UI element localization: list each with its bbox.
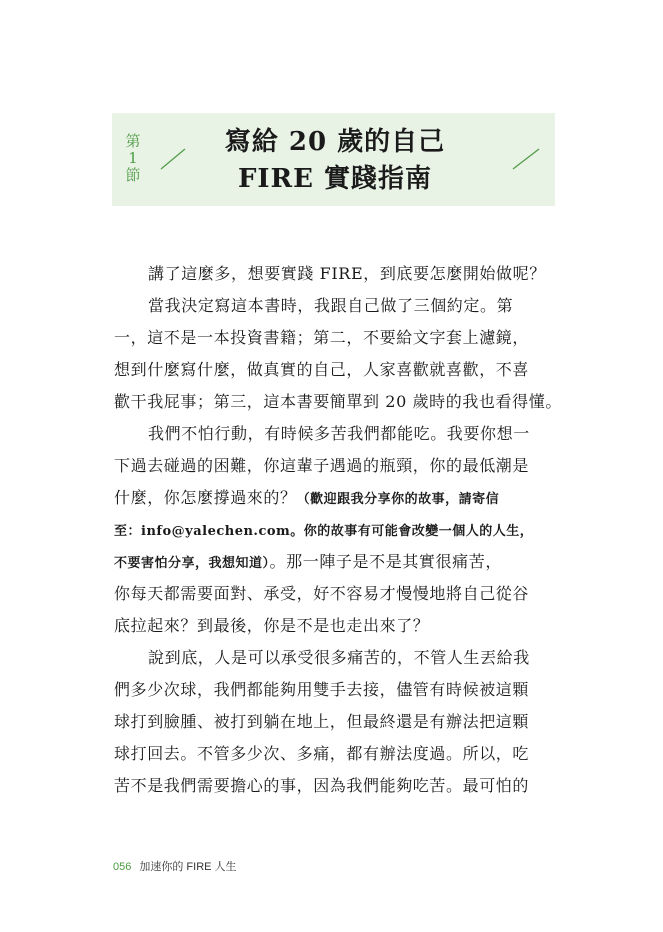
aside-note: （歡迎跟我分享你的故事，請寄信: [296, 492, 500, 507]
text-line: 講了這麼多，想要實踐 FIRE，到底要怎麼開始做呢？: [148, 264, 546, 283]
section-label: [120, 133, 146, 184]
text-line: 我們不怕行動，有時候多苦我們都能吃。我要你想一: [148, 424, 530, 443]
text-line: 苦不是我們需要擔心的事，因為我們能夠吃苦。最可怕的: [114, 776, 530, 795]
page-number: 056: [113, 861, 132, 873]
text-run: 什麼，你怎麼撐過來的？: [114, 488, 297, 507]
text-line: 一，這不是一本投資書籍；第二，不要給文字套上濾鏡，: [114, 328, 530, 347]
page-title: [200, 124, 470, 198]
aside-note: 不要害怕分享，我想知道）: [114, 556, 270, 571]
text-line: 你每天都需要面對、承受，好不容易才慢慢地將自己從谷: [114, 584, 530, 603]
text-line: 球打回去。不管多少次、多痛，都有辦法度過。所以，吃: [114, 744, 530, 763]
text-line: [114, 482, 556, 514]
section-label-char: 1: [128, 149, 138, 167]
decorative-slash-right: [512, 148, 540, 170]
aside-note: 至：info@yalechen.com。你的故事有可能會改變一個人的人生，: [114, 524, 534, 539]
text-line: 說到底，人是可以承受很多痛苦的，不管人生丟給我: [148, 648, 530, 667]
text-line: [114, 514, 556, 546]
text-line: 當我決定寫這本書時，我跟自己做了三個約定。第: [148, 296, 514, 315]
text-line: 想到什麼寫什麼，做真實的自己，人家喜歡就喜歡，不喜: [114, 360, 530, 379]
text-line: 底拉起來？到最後，你是不是也走出來了？: [114, 616, 430, 635]
decorative-slash-left: [160, 148, 186, 170]
page-footer: [113, 858, 237, 874]
text-line: [114, 546, 556, 578]
body-text: [114, 258, 562, 802]
section-label-char: 第: [125, 132, 141, 150]
section-label-char: 節: [125, 166, 141, 184]
text-line: 下過去碰過的困難，你這輩子遇過的瓶頸，你的最低潮是: [114, 456, 530, 475]
text-line: 球打到臉腫、被打到躺在地上，但最終還是有辦法把這顆: [114, 712, 530, 731]
book-title: 加速你的 FIRE 人生: [139, 861, 237, 873]
text-run: 。那一陣子是不是其實很痛苦，: [269, 552, 502, 571]
title-line-2: FIRE 實踐指南: [237, 164, 433, 194]
text-line: 歡干我屁事；第三，這本書要簡單到 20 歲時的我也看得懂。: [114, 392, 562, 411]
title-line-1: 寫給 20 歲的自己: [224, 127, 446, 157]
text-line: 們多少次球，我們都能夠用雙手去接，儘管有時候被這顆: [114, 680, 530, 699]
